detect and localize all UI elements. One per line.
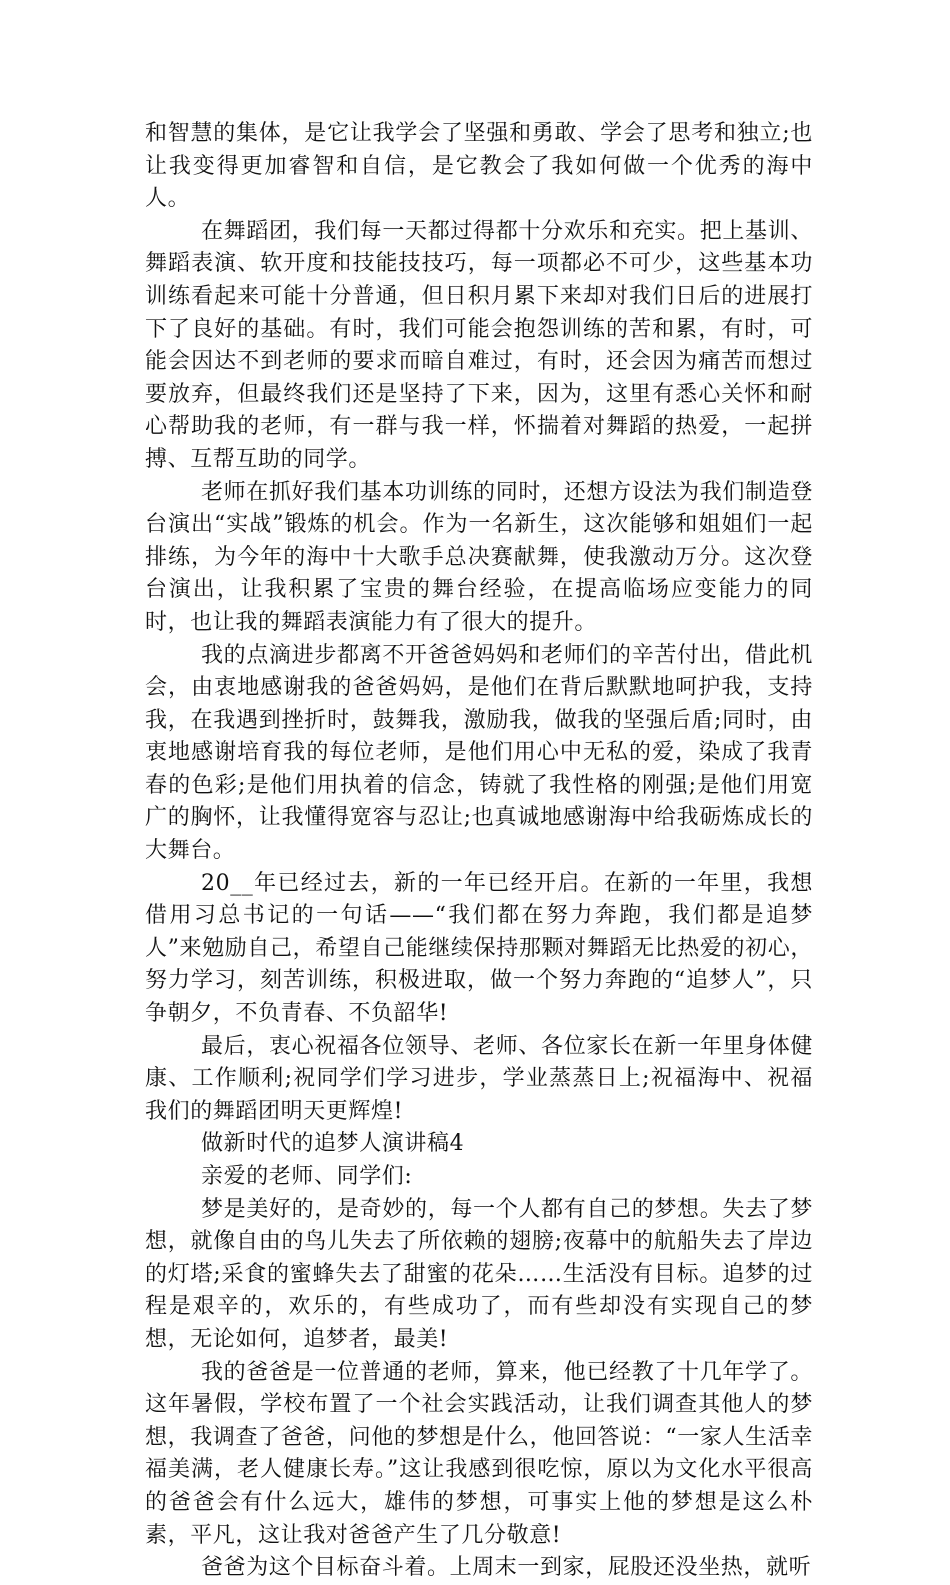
paragraph: 在舞蹈团，我们每一天都过得都十分欢乐和充实。把上基训、舞蹈表演、软开度和技能技技巧，每一项都必不可少，这些基本功训练看起来可能十分普通，但日积月累下来却对我们日后的进展打下了良好的基础。有时，我们可能会抱怨训练的苦和累，有时，可能会因达不到老师的要求而暗自难过，有时，还会因为痛苦而想过要放弃，但最终我们还是坚持了下来，因为，这里有悉心关怀和耐心帮助我的老师，有一群与我一样，怀揣着对舞蹈的热爱，一起拼搏、互帮互助的同学。	[145, 218, 813, 472]
paragraph: 我的爸爸是一位普通的老师，算来，他已经教了十几年学了。这年暑假，学校布置了一个社会实践活动，让我们调查其他人的梦想，我调查了爸爸，问他的梦想是什么，他回答说：“一家人生活幸福美满，老人健康长寿。”这让我感到很吃惊，原以为文化水平很高的爸爸会有什么远大，雄伟的梦想，可事实上他的梦想是这么朴素，平凡，这让我对爸爸产生了几分敬意!	[145, 1359, 813, 1548]
paragraph: 和智慧的集体，是它让我学会了坚强和勇敢、学会了思考和独立;也让我变得更加睿智和自信，是它教会了我如何做一个优秀的海中人。	[145, 121, 813, 212]
section-heading: 做新时代的追梦人演讲稿4	[201, 1131, 465, 1157]
paragraph: 我的点滴进步都离不开爸爸妈妈和老师们的辛苦付出，借此机会，由衷地感谢我的爸爸妈妈，是他们在背后默默地呵护我，支持我，在我遇到挫折时，鼓舞我，激励我，做我的坚强后盾;同时，由衷地感谢培育我的每位老师，是他们用心中无私的爱，染成了我青春的色彩;是他们用执着的信念，铸就了我性格的刚强;是他们用宽广的胸怀，让我懂得宽容与忍让;也真诚地感谢海中给我砺炼成长的大舞台。	[145, 642, 813, 864]
paragraph: 爸爸为这个目标奋斗着。上周末一到家，屁股还没坐热，就听	[201, 1555, 812, 1581]
paragraph: 老师在抓好我们基本功训练的同时，还想方设法为我们制造登台演出“实战”锻炼的机会。作为一名新生，这次能够和姐姐们一起排练，为今年的海中十大歌手总决赛献舞，使我激动万分。这次登台演出，让我积累了宝贵的舞台经验，在提高临场应变能力的同时，也让我的舞蹈表演能力有了很大的提升。	[145, 479, 813, 635]
paragraph: 20__年已经过去，新的一年已经开启。在新的一年里，我想借用习总书记的一句话——“我们都在努力奔跑，我们都是追梦人”来勉励自己，希望自己能继续保持那颗对舞蹈无比热爱的初心，努力学习，刻苦训练，积极进取，做一个努力奔跑的“追梦人”，只争朝夕，不负青春、不负韶华!	[145, 870, 813, 1027]
paragraph: 最后，衷心祝福各位领导、老师、各位家长在新一年里身体健康、工作顺利;祝同学们学习进步，学业蒸蒸日上;祝福海中、祝福我们的舞蹈团明天更辉煌!	[145, 1033, 813, 1124]
salutation: 亲爱的老师、同学们:	[201, 1164, 413, 1189]
paragraph: 梦是美好的，是奇妙的，每一个人都有自己的梦想。失去了梦想，就像自由的鸟儿失去了所依赖的翅膀;夜幕中的航船失去了岸边的灯塔;采食的蜜蜂失去了甜蜜的花朵……生活没有目标。追梦的过程是艰辛的，欢乐的，有些成功了，而有些却没有实现自己的梦想，无论如何，追梦者，最美!	[145, 1196, 813, 1352]
document-page	[145, 118, 813, 1585]
